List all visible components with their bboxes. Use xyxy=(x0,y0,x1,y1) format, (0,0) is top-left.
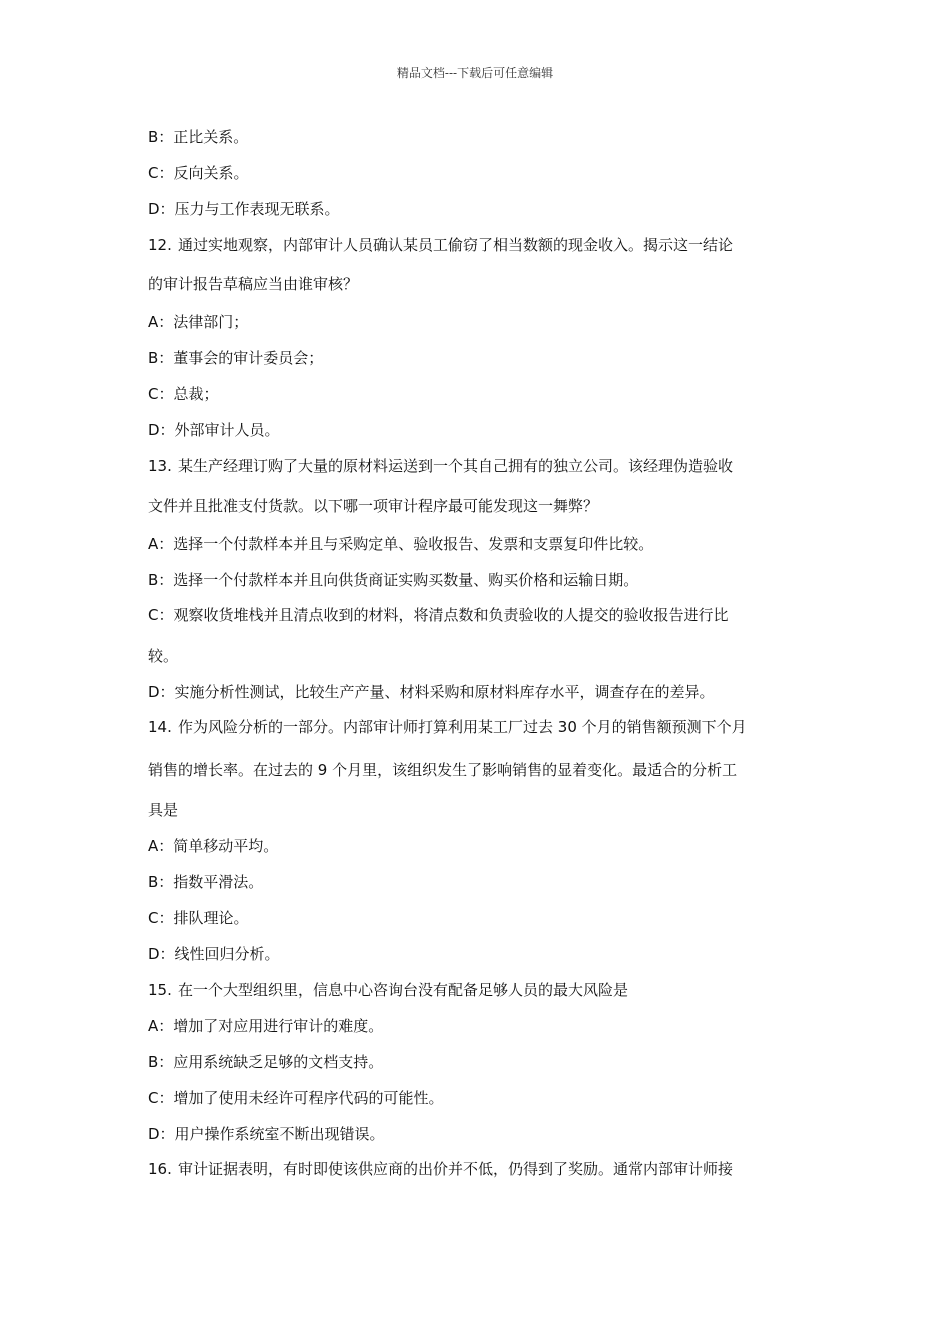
option-c: C：反向关系。 xyxy=(148,164,249,182)
question-12 xyxy=(148,235,733,255)
question-12-cont: 的审计报告草稿应当由谁审核？ xyxy=(148,275,359,293)
option-d: D：实施分析性测试，比较生产产量、材料采购和原材料库存水平，调查存在的差异。 xyxy=(148,683,715,701)
question-text: 在一个大型组织里，信息中心咨询台没有配备足够人员的最大风险是 xyxy=(178,981,629,999)
option-a: A：简单移动平均。 xyxy=(148,837,279,855)
question-number: 16. xyxy=(148,1160,172,1178)
question-14-cont: 具是 xyxy=(148,801,179,819)
question-number: 12. xyxy=(148,236,172,254)
question-13-cont: 文件并且批准支付货款。以下哪一项审计程序最可能发现这一舞弊？ xyxy=(148,497,599,515)
question-14 xyxy=(148,717,747,737)
option-b: B：选择一个付款样本并且向供货商证实购买数量、购买价格和运输日期。 xyxy=(148,571,639,589)
page-header: 精品文档---下载后可任意编辑 xyxy=(396,66,554,80)
question-number: 15. xyxy=(148,981,172,999)
question-text: 作为风险分析的一部分。内部审计师打算利用某工厂过去 30 个月的销售额预测下个月 xyxy=(178,718,747,736)
question-number: 13. xyxy=(148,457,172,475)
question-text: 某生产经理订购了大量的原材料运送到一个其自己拥有的独立公司。该经理伪造验收 xyxy=(178,457,734,475)
option-b: B：董事会的审计委员会； xyxy=(148,349,324,367)
option-d: D：外部审计人员。 xyxy=(148,421,280,439)
option-a: A：增加了对应用进行审计的难度。 xyxy=(148,1017,384,1035)
option-d: D：压力与工作表现无联系。 xyxy=(148,200,340,218)
option-c: C：总裁； xyxy=(148,385,219,403)
option-c: C：排队理论。 xyxy=(148,909,249,927)
option-b: B：应用系统缺乏足够的文档支持。 xyxy=(148,1053,384,1071)
option-c: C：增加了使用未经许可程序代码的可能性。 xyxy=(148,1089,444,1107)
option-b: B：指数平滑法。 xyxy=(148,873,264,891)
question-text: 审计证据表明，有时即使该供应商的出价并不低，仍得到了奖励。通常内部审计师接 xyxy=(178,1160,734,1178)
question-14-cont: 销售的增长率。在过去的 9 个月里，该组织发生了影响销售的显着变化。最适合的分析工 xyxy=(148,761,738,779)
question-text: 通过实地观察，内部审计人员确认某员工偷窃了相当数额的现金收入。揭示这一结论 xyxy=(178,236,734,254)
option-b: B：正比关系。 xyxy=(148,128,249,146)
option-c-cont: 较。 xyxy=(148,647,179,665)
question-number: 14. xyxy=(148,718,172,736)
option-a: A：选择一个付款样本并且与采购定单、验收报告、发票和支票复印件比较。 xyxy=(148,535,654,553)
question-15 xyxy=(148,980,628,1000)
option-d: D：用户操作系统室不断出现错误。 xyxy=(148,1125,385,1143)
question-16 xyxy=(148,1159,733,1179)
question-13 xyxy=(148,456,733,476)
option-a: A：法律部门； xyxy=(148,313,249,331)
option-c: C：观察收货堆栈并且清点收到的材料，将清点数和负责验收的人提交的验收报告进行比 xyxy=(148,606,729,624)
option-d: D：线性回归分析。 xyxy=(148,945,280,963)
